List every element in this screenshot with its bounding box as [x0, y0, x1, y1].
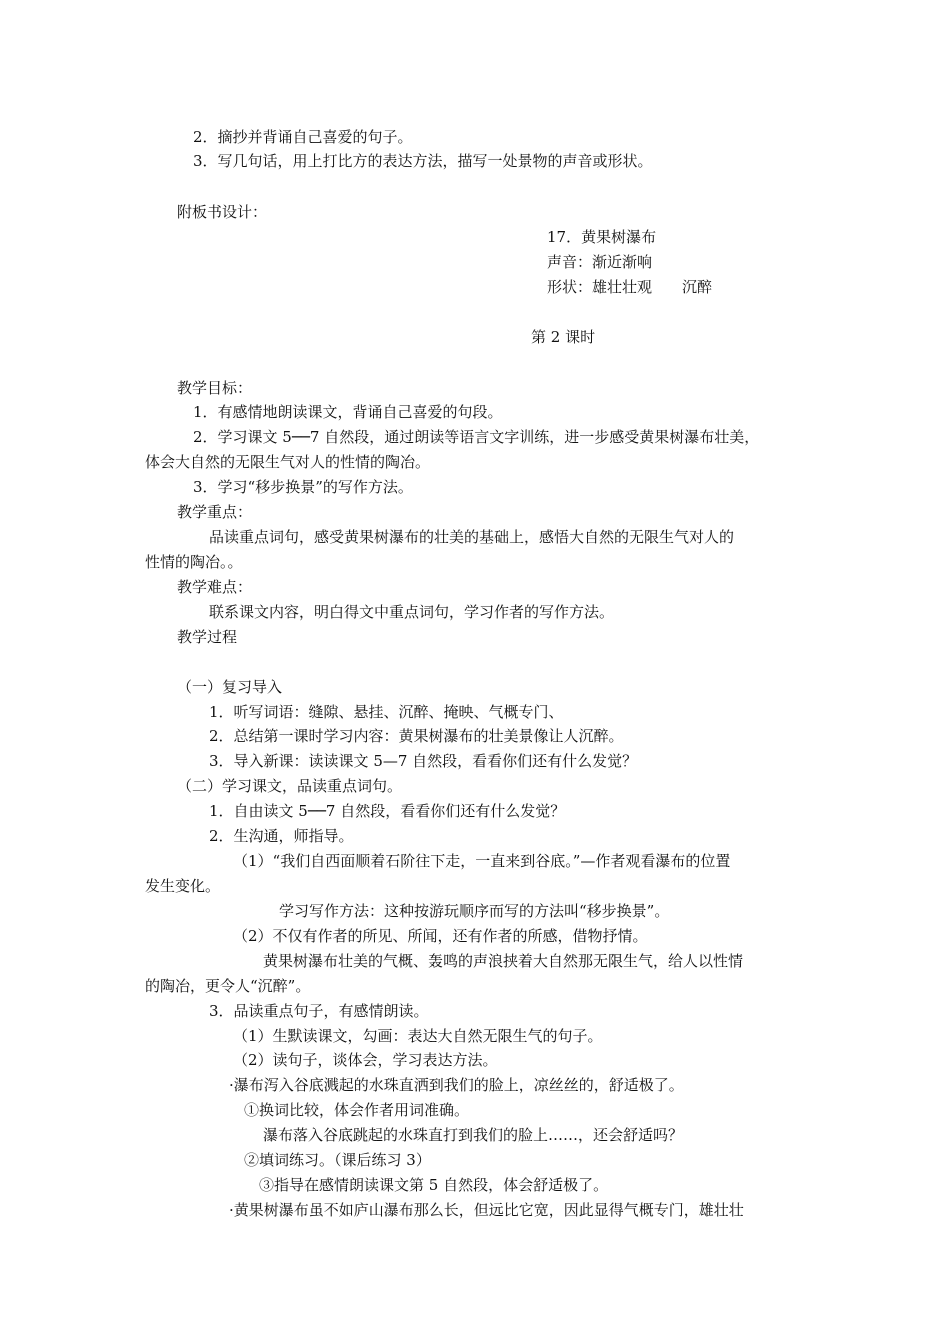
- text-line: ·黄果树瀑布虽不如庐山瀑布那么长，但远比它宽，因此显得气概专门，雄壮壮: [229, 1201, 744, 1219]
- text-line: 3．品读重点句子，有感情朗读。: [209, 1002, 429, 1020]
- text-line: （2）读句子，谈体会，学习表达方法。: [233, 1051, 498, 1069]
- text-line: 1．有感情地朗读课文，背诵自己喜爱的句段。: [193, 403, 503, 421]
- section-heading: 第 2 课时: [531, 328, 596, 346]
- text-line: 的陶冶，更令人“沉醉”。: [145, 977, 311, 995]
- text-line: （2）不仅有作者的所见、所闻，还有作者的所感，借物抒情。: [233, 927, 648, 945]
- text-line: 3．学习“移步换景”的写作方法。: [193, 478, 413, 496]
- text-line: 17．黄果树瀑布: [547, 228, 657, 246]
- text-line: 性情的陶冶。。: [145, 553, 243, 571]
- text-line: 品读重点词句，感受黄果树瀑布的壮美的基础上，感悟大自然的无限生气对人的: [209, 528, 735, 546]
- text-line: ·瀑布泻入谷底溅起的水珠直洒到我们的脸上，凉丝丝的，舒适极了。: [229, 1076, 684, 1094]
- text-line: 学习写作方法：这种按游玩顺序而写的方法叫“移步换景”。: [279, 902, 670, 920]
- text-line: 教学重点：: [177, 503, 253, 521]
- text-line: 2．学习课文 5──7 自然段，通过朗读等语言文字训练，进一步感受黄果树瀑布壮美，: [193, 428, 760, 446]
- text-line: （1）“我们自西面顺着石阶往下走，一直来到谷底。”—作者观看瀑布的位置: [233, 852, 731, 870]
- text-line: 体会大自然的无限生气对人的性情的陶冶。: [145, 453, 431, 471]
- text-line: 1．听写词语：缝隙、悬挂、沉醉、掩映、气概专门、: [209, 703, 564, 721]
- text-line: （一）复习导入: [177, 678, 283, 696]
- text-line: ③指导在感情朗读课文第 5 自然段，体会舒适极了。: [259, 1176, 609, 1194]
- text-line: 声音：渐近渐响: [547, 253, 653, 271]
- text-line: （二）学习课文，品读重点词句。: [177, 777, 403, 795]
- text-line: 瀑布落入谷底跳起的水珠直打到我们的脸上……，还会舒适吗？: [263, 1126, 684, 1144]
- text-line: （1）生默读课文，勾画：表达大自然无限生气的句子。: [233, 1027, 603, 1045]
- text-line: 教学难点：: [177, 578, 253, 596]
- text-line: 附板书设计：: [177, 203, 268, 221]
- text-line: 2．总结第一课时学习内容：黄果树瀑布的壮美景像让人沉醉。: [209, 727, 624, 745]
- text-line: 黄果树瀑布壮美的气概、轰鸣的声浪挟着大自然那无限生气，给人以性情: [263, 952, 744, 970]
- text-line: 联系课文内容，明白得文中重点词句，学习作者的写作方法。: [209, 603, 615, 621]
- text-line: 形状：雄壮壮观 沉醉: [547, 278, 713, 296]
- text-line: 2．生沟通，师指导。: [209, 827, 354, 845]
- text-line: 1．自由读文 5──7 自然段，看看你们还有什么发觉？: [209, 802, 566, 820]
- text-line: 3．写几句话，用上打比方的表达方法，描写一处景物的声音或形状。: [193, 152, 653, 170]
- text-line: ①换词比较，体会作者用词准确。: [244, 1101, 470, 1119]
- text-line: 2．摘抄并背诵自己喜爱的句子。: [193, 128, 413, 146]
- text-line: 教学目标：: [177, 379, 253, 397]
- text-line: ②填词练习。（课后练习 3）: [244, 1151, 431, 1169]
- text-line: 教学过程: [177, 628, 238, 646]
- text-line: 3．导入新课：读读课文 5—7 自然段，看看你们还有什么发觉？: [209, 752, 638, 770]
- text-line: 发生变化。: [145, 877, 221, 895]
